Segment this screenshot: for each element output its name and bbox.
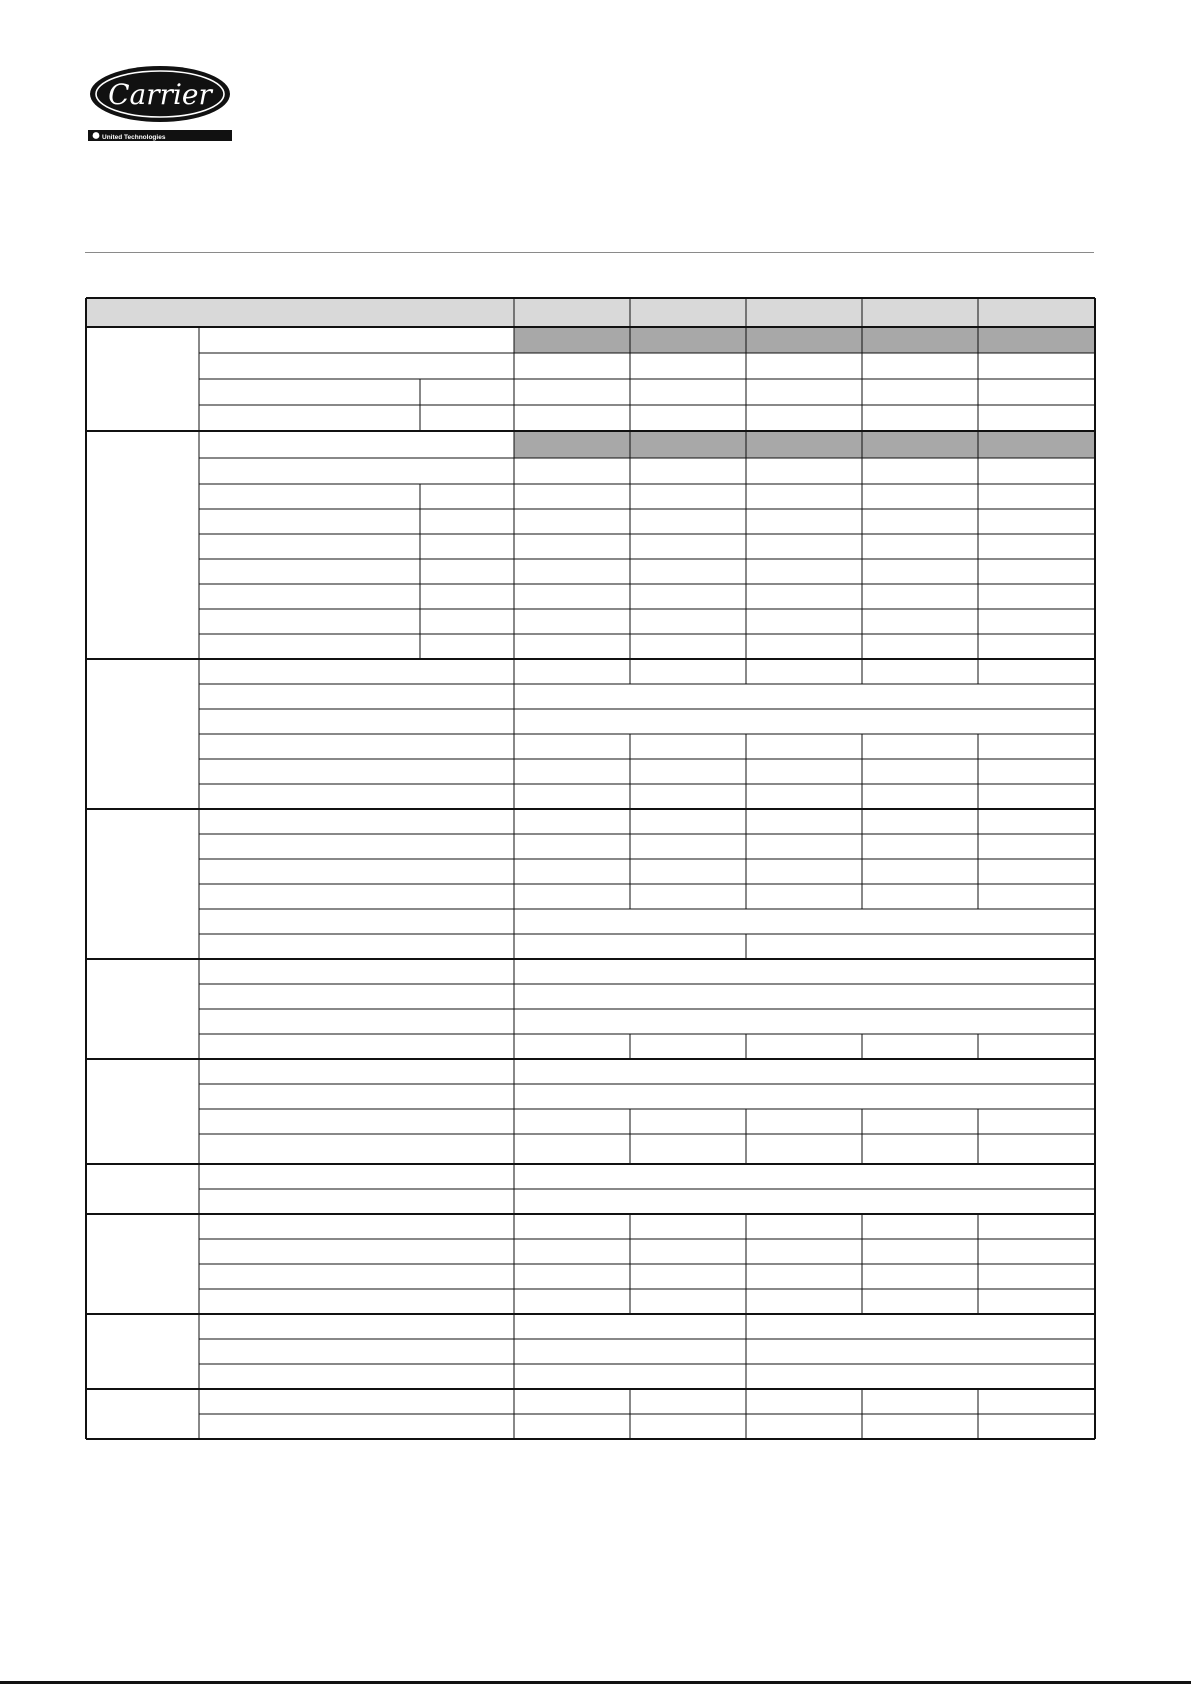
footer-line: [0, 1681, 1191, 1684]
model-row-fill: [514, 327, 1095, 353]
svg-text:United Technologies: United Technologies: [102, 134, 166, 141]
svg-text:Carrier: Carrier: [108, 78, 212, 111]
table-header-row: [86, 298, 1095, 327]
model-row-fill: [514, 431, 1095, 458]
